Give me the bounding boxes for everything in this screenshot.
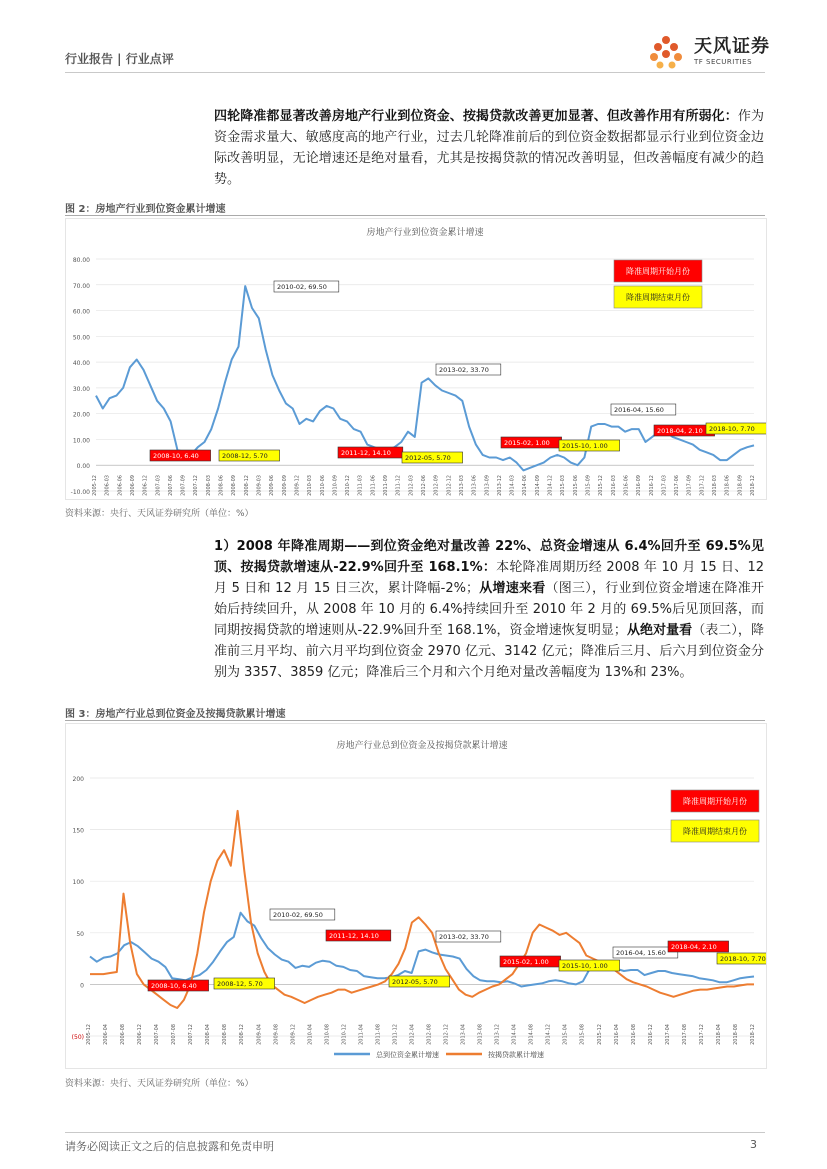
x-tick-label: 2016-03	[610, 475, 617, 496]
footer-divider	[65, 1132, 765, 1133]
x-tick-label: 2015-09	[585, 475, 592, 496]
x-tick-label: 2016-08	[630, 1024, 637, 1045]
x-tick-label: 2009-12	[294, 475, 301, 496]
x-tick-label: 2016-12	[648, 475, 655, 496]
annotation-label: 2008-12, 5.70	[217, 980, 263, 988]
annotation-label: 2015-10, 1.00	[562, 962, 608, 970]
section1-text3: （表二），降准前三月平均、前六月平均到位资金 2970 亿元、3142 亿元；降准后三月、后六月到位资金分别为 3357、3859 亿元；降准后三个月和六个月绝对量改善幅度为 13%和 23%。	[214, 623, 764, 680]
x-tick-label: 2009-09	[281, 475, 288, 496]
x-tick-label: 2006-09	[129, 475, 136, 496]
y-tick-label: 100	[72, 879, 84, 887]
fig3-title: 图 3：房地产行业总到位资金及按揭贷款累计增速	[65, 709, 286, 720]
x-tick-label: 2006-04	[103, 1024, 110, 1045]
x-tick-label: 2010-08	[324, 1024, 331, 1045]
y-tick-label: (50)	[71, 1034, 84, 1041]
x-tick-label: 2012-03	[408, 475, 415, 496]
x-tick-label: 2013-08	[477, 1024, 484, 1045]
section1-text2: （图三），行业到位资金增速在降准开始后持续回升，从 2008 年 10 月的 6.4%持续回升至 2010 年 2 月的 69.5%后见顶回落，而同期按揭贷款的增速则从-22.9%回升至 168.1%，资金增速恢复明显；	[214, 581, 764, 638]
x-tick-label: 2008-09	[231, 475, 238, 496]
section1-paragraph	[214, 536, 764, 683]
x-tick-label: 2017-12	[699, 475, 706, 496]
series-line-total-funds	[96, 286, 754, 470]
fig2-chart-frame	[65, 218, 767, 500]
x-tick-label: 2008-08	[222, 1024, 229, 1045]
fig3-rule	[65, 720, 765, 721]
annotation-label: 2018-04, 2.10	[657, 427, 703, 435]
x-tick-label: 2008-03	[205, 475, 212, 496]
y-tick-label: 30.00	[72, 385, 90, 393]
annotation-label: 2012-05, 5.70	[405, 454, 451, 462]
y-tick-label: 10.00	[72, 437, 90, 445]
x-tick-label: 2018-12	[750, 475, 756, 496]
x-tick-label: 2008-06	[218, 475, 225, 496]
x-tick-label: 2016-09	[636, 475, 643, 496]
x-tick-label: 2012-12	[446, 475, 453, 496]
y-tick-label: 20.00	[72, 411, 90, 419]
x-tick-label: 2011-09	[383, 475, 390, 496]
x-tick-label: 2017-03	[661, 475, 668, 496]
x-tick-label: 2018-06	[724, 475, 731, 496]
annotation-label: 2010-02, 69.50	[277, 283, 327, 291]
x-tick-label: 2018-12	[750, 1024, 756, 1045]
y-tick-label: 0.00	[76, 463, 90, 471]
series-legend-label: 按揭贷款累计增速	[488, 1051, 544, 1059]
x-tick-label: 2015-04	[562, 1024, 569, 1045]
x-tick-label: 2007-08	[171, 1024, 178, 1045]
x-tick-label: 2013-12	[496, 475, 503, 496]
brand-name-en: TF SECURITIES	[694, 58, 753, 66]
x-tick-label: 2007-03	[155, 475, 162, 496]
section1-bold2: 从增速来看	[478, 581, 546, 596]
x-tick-label: 2016-04	[613, 1024, 620, 1045]
x-tick-label: 2013-06	[471, 475, 478, 496]
annotation-label: 2018-10, 7.70	[720, 955, 766, 963]
annotation-label: 2018-10, 7.70	[709, 425, 755, 433]
x-tick-label: 2005-12	[92, 475, 98, 496]
fig3-chart	[66, 724, 766, 1068]
x-tick-label: 2010-04	[307, 1024, 314, 1045]
annotation-label: 2013-02, 33.70	[439, 366, 489, 374]
x-tick-label: 2017-06	[674, 475, 681, 496]
x-tick-label: 2014-12	[547, 475, 554, 496]
x-tick-label: 2012-09	[433, 475, 440, 496]
x-tick-label: 2008-12	[243, 475, 250, 496]
annotation-label: 2008-12, 5.70	[222, 452, 268, 460]
disclaimer: 请务必阅读正文之后的信息披露和免责申明	[65, 1140, 274, 1153]
x-tick-label: 2012-12	[443, 1024, 450, 1045]
x-tick-label: 2007-09	[180, 475, 187, 496]
chart-title: 房地产行业总到位资金及按揭贷款累计增速	[336, 741, 508, 751]
x-tick-label: 2012-04	[409, 1024, 416, 1045]
x-tick-label: 2011-03	[357, 475, 364, 496]
section1-text1: 本轮降准周期历经 2008 年 10 月 15 日、12 月 5 日和 12 月 15 日三次，累计降幅-2%；	[214, 560, 764, 596]
x-tick-label: 2010-12	[341, 1024, 348, 1045]
x-tick-label: 2010-09	[332, 475, 339, 496]
x-tick-label: 2012-06	[421, 475, 427, 496]
x-tick-label: 2016-12	[647, 1024, 654, 1045]
x-tick-label: 2011-12	[395, 475, 402, 496]
x-tick-label: 2016-06	[623, 475, 630, 496]
x-tick-label: 2015-08	[579, 1024, 586, 1045]
x-tick-label: 2006-12	[137, 1024, 144, 1045]
fig2-title: 图 2：房地产行业到位资金累计增速	[65, 204, 226, 215]
y-tick-label: -10.00	[70, 489, 90, 496]
annotation-label: 2011-12, 14.10	[341, 449, 391, 457]
x-tick-label: 2015-12	[598, 475, 605, 496]
page-number: 3	[750, 1138, 757, 1151]
x-tick-label: 2012-08	[426, 1024, 433, 1045]
x-tick-label: 2014-03	[509, 475, 516, 496]
x-tick-label: 2013-03	[458, 475, 465, 496]
y-tick-label: 0	[80, 982, 84, 990]
x-tick-label: 2011-12	[392, 1024, 399, 1045]
annotation-label: 2016-04, 15.60	[616, 949, 666, 957]
fig2-rule	[65, 215, 765, 216]
x-tick-label: 2017-09	[686, 475, 693, 496]
x-tick-label: 2018-03	[712, 475, 719, 496]
annotation-label: 2011-12, 14.10	[329, 932, 379, 940]
chart-title: 房地产行业到位资金累计增速	[366, 228, 484, 238]
intro-bold: 四轮降准都显著改善房地产行业到位资金、按揭贷款改善更加显著、但改善作用有所弱化：	[214, 109, 738, 124]
y-tick-label: 150	[72, 827, 84, 835]
annotation-label: 2015-02, 1.00	[504, 439, 550, 447]
x-tick-label: 2011-04	[358, 1024, 365, 1045]
x-tick-label: 2006-06	[117, 475, 124, 496]
x-tick-label: 2010-03	[307, 475, 314, 496]
x-tick-label: 2017-04	[664, 1024, 671, 1045]
x-tick-label: 2009-06	[269, 475, 276, 496]
x-tick-label: 2010-12	[345, 475, 352, 496]
annotation-label: 2012-05, 5.70	[392, 978, 438, 986]
x-tick-label: 2013-12	[494, 1024, 501, 1045]
legend-label: 降准周期结束月份	[626, 293, 690, 302]
annotation-label: 2015-02, 1.00	[503, 958, 549, 966]
x-tick-label: 2014-06	[522, 475, 529, 496]
y-tick-label: 200	[72, 776, 84, 783]
x-tick-label: 2017-08	[681, 1024, 688, 1045]
intro-text: 作为资金需求量大、敏感度高的地产行业，过去几轮降准前后的到位资金数据都显示行业到位资金边际改善明显，无论增速还是绝对量看，尤其是按揭贷款的情况改善明显，但改善幅度有减少的趋势。	[214, 109, 764, 187]
x-tick-label: 2010-06	[319, 475, 326, 496]
x-tick-label: 2009-12	[290, 1024, 297, 1045]
legend-label: 降准周期结束月份	[683, 827, 747, 836]
y-tick-label: 40.00	[72, 360, 90, 368]
fig2-source: 资料来源：央行、天风证券研究所（单位：%）	[65, 509, 254, 519]
x-tick-label: 2011-08	[375, 1024, 382, 1045]
annotation-label: 2008-10, 6.40	[153, 452, 199, 460]
x-tick-label: 2008-12	[239, 1024, 246, 1045]
x-tick-label: 2008-04	[205, 1024, 212, 1045]
x-tick-label: 2018-09	[737, 475, 744, 496]
y-tick-label: 70.00	[72, 282, 90, 290]
x-tick-label: 2009-03	[256, 475, 263, 496]
x-tick-label: 2017-12	[698, 1024, 705, 1045]
fig2-chart	[66, 219, 766, 499]
x-tick-label: 2014-09	[534, 475, 541, 496]
annotation-label: 2010-02, 69.50	[273, 911, 323, 919]
breadcrumb: 行业报告 | 行业点评	[65, 52, 174, 66]
x-tick-label: 2014-04	[511, 1024, 518, 1045]
section1-bold3: 从绝对量看	[626, 623, 693, 638]
fig3-source: 资料来源：央行、天风证券研究所（单位：%）	[65, 1079, 254, 1089]
x-tick-label: 2007-04	[154, 1024, 161, 1045]
intro-paragraph	[214, 106, 764, 190]
x-tick-label: 2009-04	[256, 1024, 263, 1045]
brand-name: 天风证券	[694, 36, 770, 57]
annotation-label: 2018-04, 2.10	[671, 943, 717, 951]
header-divider	[65, 72, 765, 73]
y-tick-label: 60.00	[72, 308, 90, 316]
legend-label: 降准周期开始月份	[683, 797, 747, 806]
x-tick-label: 2014-12	[545, 1024, 552, 1045]
fig3-chart-frame	[65, 723, 767, 1069]
annotation-label: 2013-02, 33.70	[439, 933, 489, 941]
x-tick-label: 2018-04	[715, 1024, 722, 1045]
annotation-label: 2016-04, 15.60	[614, 406, 664, 414]
x-tick-label: 2018-08	[732, 1024, 739, 1045]
x-tick-label: 2007-12	[188, 1024, 195, 1045]
annotation-label: 2008-10, 6.40	[151, 982, 197, 990]
series-legend-label: 总到位资金累计增速	[376, 1051, 439, 1059]
x-tick-label: 2007-12	[193, 475, 200, 496]
x-tick-label: 2006-08	[120, 1024, 127, 1045]
x-tick-label: 2015-06	[572, 475, 579, 496]
x-tick-label: 2007-06	[167, 475, 174, 496]
x-tick-label: 2009-08	[273, 1024, 280, 1045]
legend-label: 降准周期开始月份	[626, 267, 690, 276]
annotation-label: 2015-10, 1.00	[562, 442, 608, 450]
y-tick-label: 50.00	[72, 334, 90, 342]
x-tick-label: 2013-04	[460, 1024, 467, 1045]
x-tick-label: 2015-03	[560, 475, 567, 496]
y-tick-label: 80.00	[72, 257, 90, 264]
x-tick-label: 2014-08	[528, 1024, 535, 1045]
x-tick-label: 2015-12	[596, 1024, 603, 1045]
x-tick-label: 2013-09	[484, 475, 491, 496]
x-tick-label: 2006-12	[142, 475, 149, 496]
x-tick-label: 2006-03	[104, 475, 111, 496]
section1-heading: 1）2008 年降准周期——到位资金绝对量改善 22%、总资金增速从 6.4%回升至 69.5%见顶、按揭贷款增速从-22.9%回升至 168.1%：	[214, 539, 764, 575]
x-tick-label: 2011-06	[370, 475, 377, 496]
y-tick-label: 50	[76, 930, 84, 938]
x-tick-label: 2005-12	[86, 1024, 92, 1045]
